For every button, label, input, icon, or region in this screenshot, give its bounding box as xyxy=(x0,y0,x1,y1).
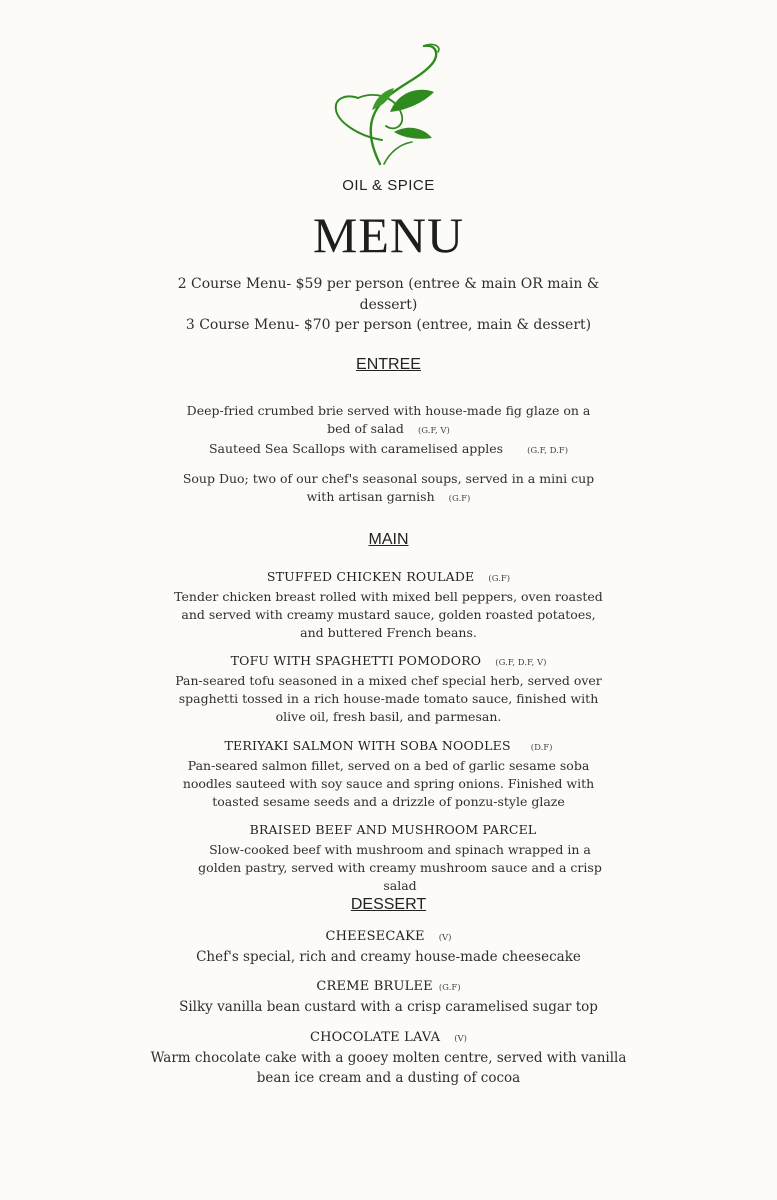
dish-name: STUFFED CHICKEN ROULADE xyxy=(266,569,475,584)
item-description: Soup Duo; two of our chef's seasonal soups, served in a mini cup with artisan garnish xyxy=(182,471,595,504)
dish-description: Silky vanilla bean custard with a crisp caramelised sugar top xyxy=(179,999,598,1015)
dessert-item xyxy=(150,927,627,967)
item-description: Sauteed Sea Scallops with caramelised apples xyxy=(208,441,504,456)
dessert-item xyxy=(150,977,627,1017)
dish-name: TOFU WITH SPAGHETTI POMODORO xyxy=(230,653,482,668)
dish-description: Chef's special, rich and creamy house-made cheesecake xyxy=(196,949,581,965)
entree-item xyxy=(176,440,601,460)
main-item xyxy=(170,652,607,726)
dish-name: CREME BRULEE xyxy=(316,979,433,994)
dish-description: Slow-cooked beef with mushroom and spinach wrapped in a golden pastry, served with creamy mushroom sauce and a crisp salad xyxy=(198,842,602,893)
section-heading-dessert: DESSERT xyxy=(350,896,427,913)
dietary-tag: (G.F) xyxy=(448,494,471,504)
dietary-tag: (G.F, V) xyxy=(417,426,450,436)
dietary-tag: (G.F) xyxy=(488,574,511,584)
section-heading-main: MAIN xyxy=(368,531,409,548)
section-heading-entree: ENTREE xyxy=(356,356,421,373)
dessert-item xyxy=(150,1028,627,1088)
dish-description: Tender chicken breast rolled with mixed bell peppers, oven roasted and served with creamy mustard sauce, golden roasted potatoes, and buttered French beans. xyxy=(174,589,603,640)
dietary-tag: (V) xyxy=(438,933,452,943)
dish-description: Warm chocolate cake with a gooey molten centre, served with vanilla bean ice cream and a dusting of cocoa xyxy=(150,1050,627,1086)
brand-name: OIL & SPICE xyxy=(342,177,435,194)
main-item xyxy=(170,568,607,642)
entree-item xyxy=(176,402,601,440)
dish-name: BRAISED BEEF AND MUSHROOM PARCEL xyxy=(249,822,537,837)
vine-leaf-logo-icon xyxy=(328,40,450,170)
pricing-two-course: 2 Course Menu- $59 per person (entree & main OR main & dessert) xyxy=(177,276,600,313)
dietary-tag: (G.F, D.F) xyxy=(527,446,569,456)
pricing-info xyxy=(170,274,607,336)
entree-item xyxy=(176,470,601,508)
dietary-tag: (G.F) xyxy=(438,983,461,993)
main-item xyxy=(190,821,610,895)
dish-description: Pan-seared salmon fillet, served on a bed of garlic sesame soba noodles sauteed with soy sauce and spring onions. Finished with toasted sesame seeds and a drizzle of ponzu-style glaze xyxy=(182,758,595,809)
dish-name: TERIYAKI SALMON WITH SOBA NOODLES xyxy=(224,738,511,753)
dish-description: Pan-seared tofu seasoned in a mixed chef special herb, served over spaghetti tossed in a rich house-made tomato sauce, finished with olive oil, fresh basil, and parmesan. xyxy=(175,673,602,724)
dietary-tag: (D.F) xyxy=(530,743,553,753)
dish-name: CHEESECAKE xyxy=(325,929,425,944)
dish-name: CHOCOLATE LAVA xyxy=(310,1030,441,1045)
dietary-tag: (G.F, D.F, V) xyxy=(495,658,547,668)
item-description: Deep-fried crumbed brie served with house-made fig glaze on a bed of salad xyxy=(186,403,591,436)
page-title: MENU xyxy=(312,207,465,263)
main-item xyxy=(170,737,607,811)
dietary-tag: (V) xyxy=(454,1034,467,1044)
pricing-three-course: 3 Course Menu- $70 per person (entree, main & dessert) xyxy=(185,317,592,333)
